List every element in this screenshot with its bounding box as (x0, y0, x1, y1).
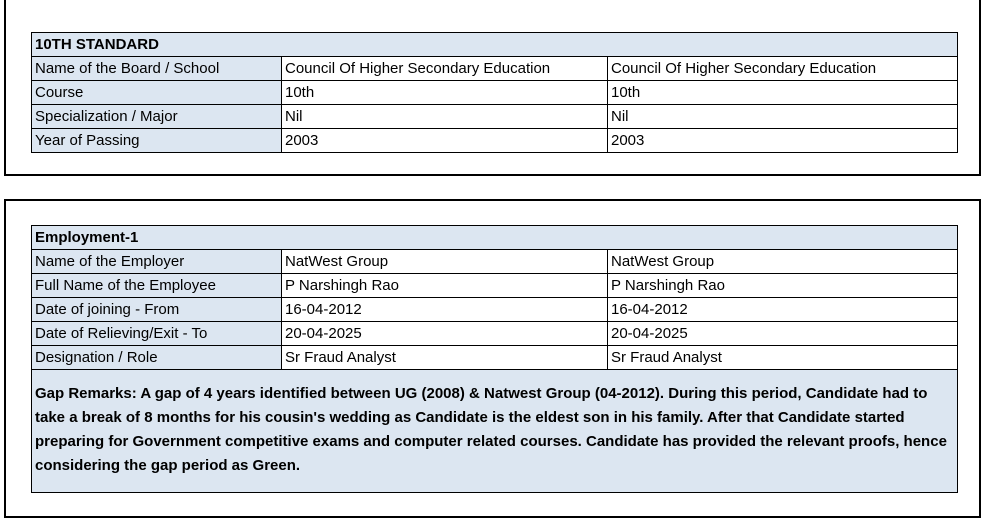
gap-remarks: Gap Remarks: A gap of 4 years identified between UG (2008) & Natwest Group (04-2012). During this period, Candidate had to take a break of 8 months for his cousin's wedding as Candidate is the eldest son in his family. After that Candidate started preparing for Government competitive exams and computer related courses. Candidate has provided the relevant proofs, hence considering the gap period as Green. (32, 370, 958, 493)
row-value-verified: P Narshingh Rao (608, 274, 958, 298)
row-value-verified: Nil (608, 105, 958, 129)
table-row (32, 250, 958, 274)
row-value: Nil (282, 105, 608, 129)
table-row (32, 105, 958, 129)
section-title: Employment-1 (32, 226, 958, 250)
row-label: Designation / Role (32, 346, 282, 370)
row-value-verified: 2003 (608, 129, 958, 153)
row-label: Full Name of the Employee (32, 274, 282, 298)
row-label: Course (32, 81, 282, 105)
table-row (32, 322, 958, 346)
row-value-verified: 10th (608, 81, 958, 105)
employment-header-row (32, 226, 958, 250)
row-value: Sr Fraud Analyst (282, 346, 608, 370)
section-title: 10TH STANDARD (32, 33, 958, 57)
education-header-row (32, 33, 958, 57)
education-table (31, 32, 958, 153)
education-section (4, 0, 981, 176)
row-value-verified: NatWest Group (608, 250, 958, 274)
table-row (32, 81, 958, 105)
row-value: NatWest Group (282, 250, 608, 274)
row-value-verified: 16-04-2012 (608, 298, 958, 322)
row-value: 10th (282, 81, 608, 105)
row-value: 20-04-2025 (282, 322, 608, 346)
row-value: Council Of Higher Secondary Education (282, 57, 608, 81)
table-row (32, 346, 958, 370)
row-value: 16-04-2012 (282, 298, 608, 322)
row-value: 2003 (282, 129, 608, 153)
employment-section (4, 199, 981, 518)
employment-table (31, 225, 958, 493)
row-label: Date of Relieving/Exit - To (32, 322, 282, 346)
table-row (32, 129, 958, 153)
row-value-verified: Sr Fraud Analyst (608, 346, 958, 370)
row-label: Date of joining - From (32, 298, 282, 322)
row-label: Name of the Board / School (32, 57, 282, 81)
gap-remarks-row (32, 370, 958, 493)
table-row (32, 57, 958, 81)
row-label: Specialization / Major (32, 105, 282, 129)
row-value-verified: Council Of Higher Secondary Education (608, 57, 958, 81)
row-label: Year of Passing (32, 129, 282, 153)
table-row (32, 298, 958, 322)
row-value: P Narshingh Rao (282, 274, 608, 298)
row-value-verified: 20-04-2025 (608, 322, 958, 346)
table-row (32, 274, 958, 298)
row-label: Name of the Employer (32, 250, 282, 274)
